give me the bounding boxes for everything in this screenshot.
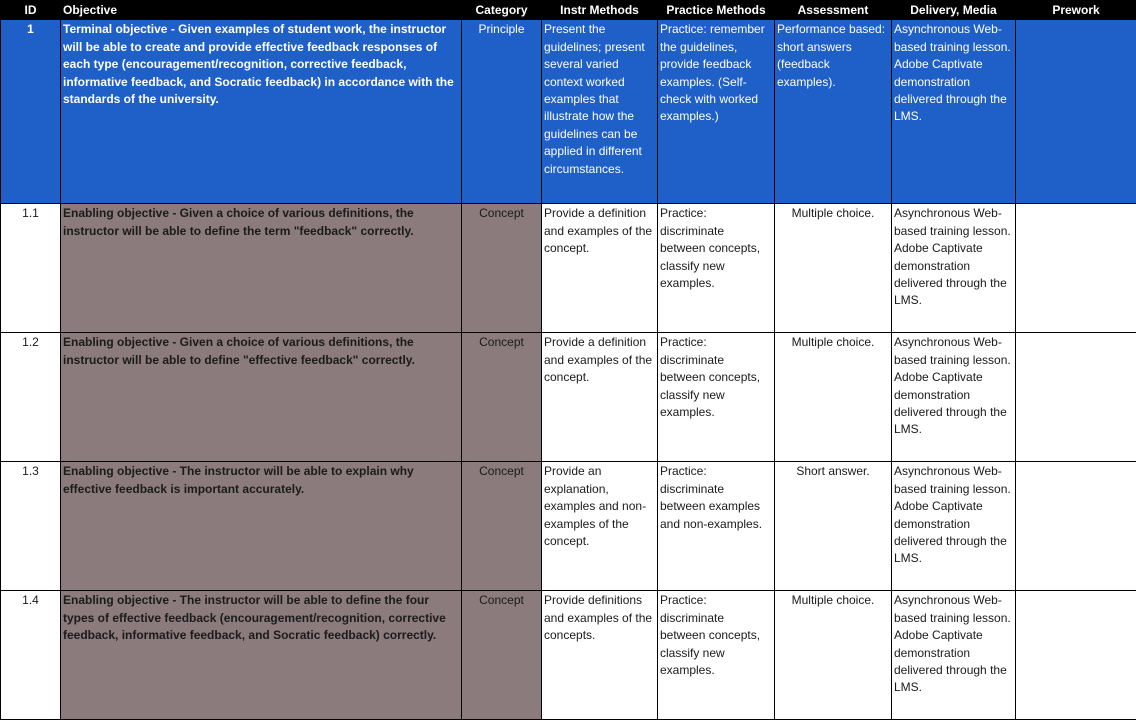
header-assessment: Assessment xyxy=(775,1,892,20)
header-row xyxy=(1,1,1136,20)
cell-practice-methods: Practice: discriminate between concepts, classify new examples. xyxy=(658,333,775,462)
cell-delivery-media: Asynchronous Web-based training lesson. Adobe Captivate demonstration delivered through the LMS. xyxy=(892,20,1016,204)
cell-id: 1.2 xyxy=(1,333,61,462)
cell-instr-methods: Provide a definition and examples of the concept. xyxy=(542,333,658,462)
header-practice-methods: Practice Methods xyxy=(658,1,775,20)
header-id: ID xyxy=(1,1,61,20)
table-row xyxy=(1,591,1136,720)
cell-category: Concept xyxy=(462,591,542,720)
header-prework: Prework xyxy=(1016,1,1136,20)
cell-category: Concept xyxy=(462,333,542,462)
cell-delivery-media: Asynchronous Web-based training lesson. Adobe Captivate demonstration delivered through the LMS. xyxy=(892,591,1016,720)
cell-instr-methods: Provide definitions and examples of the concepts. xyxy=(542,591,658,720)
cell-assessment: Multiple choice. xyxy=(775,204,892,333)
cell-assessment: Short answer. xyxy=(775,462,892,591)
cell-prework xyxy=(1016,591,1136,720)
cell-category: Principle xyxy=(462,20,542,204)
cell-delivery-media: Asynchronous Web-based training lesson. Adobe Captivate demonstration delivered through the LMS. xyxy=(892,204,1016,333)
cell-id: 1.3 xyxy=(1,462,61,591)
cell-prework xyxy=(1016,333,1136,462)
header-instr-methods: Instr Methods xyxy=(542,1,658,20)
cell-instr-methods: Provide an explanation, examples and non-examples of the concept. xyxy=(542,462,658,591)
cell-objective: Enabling objective - The instructor will be able to explain why effective feedback is important accurately. xyxy=(61,462,462,591)
cell-practice-methods: Practice: discriminate between concepts, classify new examples. xyxy=(658,591,775,720)
cell-delivery-media: Asynchronous Web-based training lesson. Adobe Captivate demonstration delivered through the LMS. xyxy=(892,462,1016,591)
cell-id: 1.1 xyxy=(1,204,61,333)
table-row xyxy=(1,204,1136,333)
cell-assessment: Multiple choice. xyxy=(775,333,892,462)
cell-assessment: Multiple choice. xyxy=(775,591,892,720)
cell-id: 1.4 xyxy=(1,591,61,720)
cell-prework xyxy=(1016,20,1136,204)
cell-objective: Enabling objective - Given a choice of various definitions, the instructor will be able to define "effective feedback" correctly. xyxy=(61,333,462,462)
cell-instr-methods: Present the guidelines; present several varied context worked examples that illustrate how the guidelines can be applied in different circumstances. xyxy=(542,20,658,204)
cell-assessment: Performance based: short answers (feedback examples). xyxy=(775,20,892,204)
header-objective: Objective xyxy=(61,1,462,20)
cell-instr-methods: Provide a definition and examples of the concept. xyxy=(542,204,658,333)
cell-practice-methods: Practice: discriminate between concepts, classify new examples. xyxy=(658,204,775,333)
cell-category: Concept xyxy=(462,462,542,591)
cell-objective: Enabling objective - Given a choice of various definitions, the instructor will be able to define the term "feedback" correctly. xyxy=(61,204,462,333)
cell-objective: Terminal objective - Given examples of student work, the instructor will be able to create and provide effective feedback responses of each type (encouragement/recognition, corrective feedback, informative feedback, and Socratic feedback) in accordance with the standards of the university. xyxy=(61,20,462,204)
cell-prework xyxy=(1016,462,1136,591)
cell-prework xyxy=(1016,204,1136,333)
header-category: Category xyxy=(462,1,542,20)
cell-objective: Enabling objective - The instructor will be able to define the four types of effective feedback (encouragement/recognition, corrective feedback, informative feedback, and Socratic feedback) correctly. xyxy=(61,591,462,720)
header-delivery-media: Delivery, Media xyxy=(892,1,1016,20)
cell-category: Concept xyxy=(462,204,542,333)
table-row-terminal xyxy=(1,20,1136,204)
cell-delivery-media: Asynchronous Web-based training lesson. Adobe Captivate demonstration delivered through the LMS. xyxy=(892,333,1016,462)
cell-id: 1 xyxy=(1,20,61,204)
table-row xyxy=(1,333,1136,462)
cell-practice-methods: Practice: discriminate between examples and non-examples. xyxy=(658,462,775,591)
cell-practice-methods: Practice: remember the guidelines, provide feedback examples. (Self-check with worked examples.) xyxy=(658,20,775,204)
table-row xyxy=(1,462,1136,591)
